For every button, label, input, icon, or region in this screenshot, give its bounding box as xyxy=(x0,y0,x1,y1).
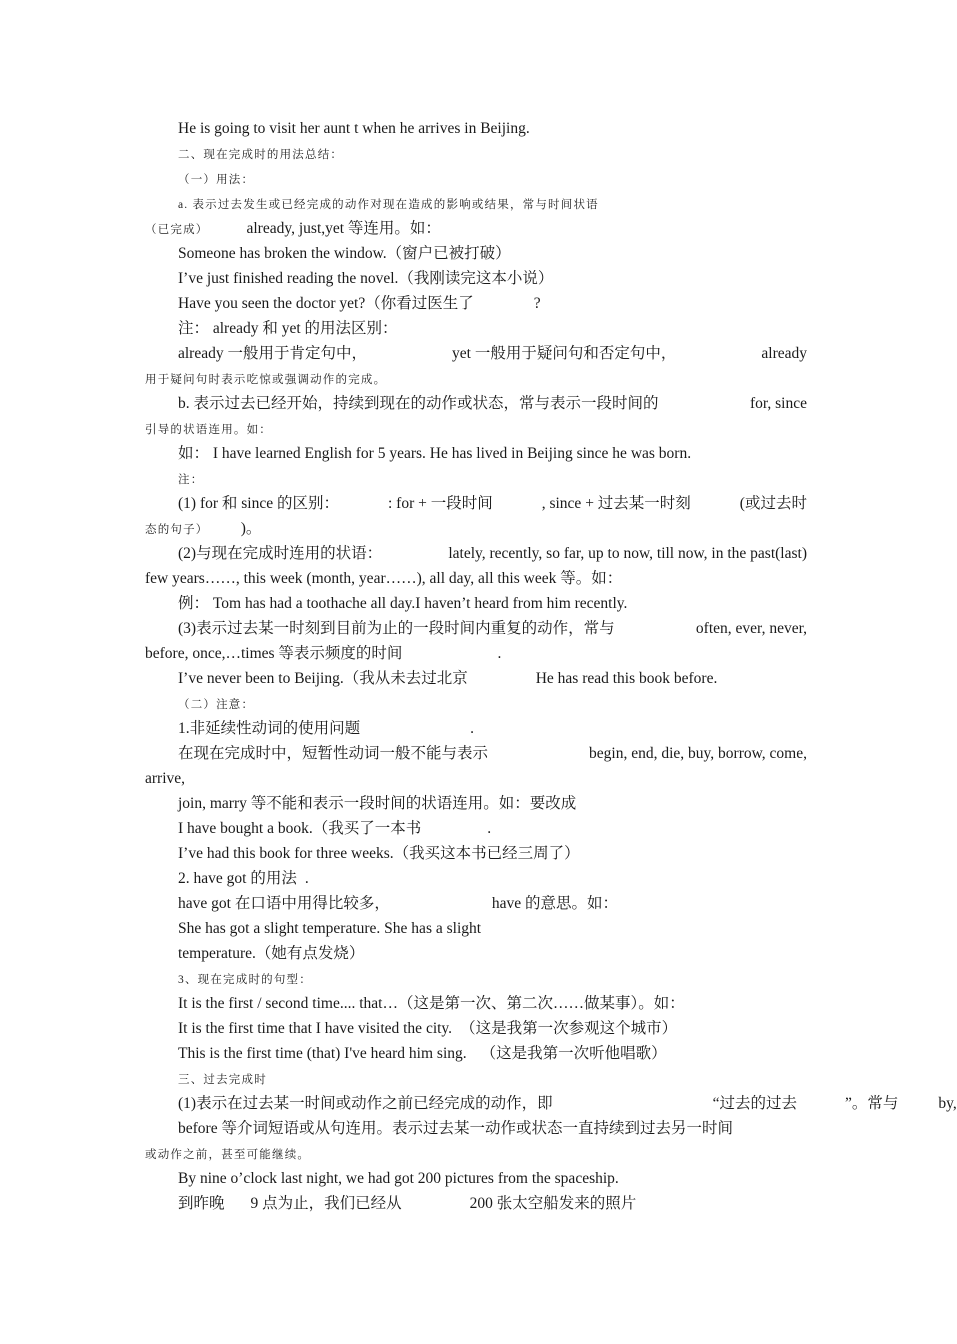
example-line: I’ve just finished reading the novel.（我刚读完这本小说） xyxy=(178,270,554,287)
text-line: (1)表示在过去某一时间或动作之前已经完成的动作，即 “过去的过去 ”。常与 by, xyxy=(178,1095,957,1112)
example-line: Someone has broken the window.（窗户已被打破） xyxy=(178,245,511,262)
text-line: 用于疑问句时表示吃惊或强调动作的完成。 xyxy=(145,374,387,386)
text-line: 2. have got 的用法 . xyxy=(178,870,309,887)
subsection-heading: 3、现在完成时的句型： xyxy=(178,974,312,986)
example-line: 如： I have learned English for 5 years. He has lived in Beijing since he was born. xyxy=(178,445,692,462)
text-line: a. 表示过去发生或已经完成的动作对现在造成的影响或结果，常与时间状语 xyxy=(178,199,599,211)
example-line: 到昨晚 9 点为止，我们已经从 200 张太空船发来的照片 xyxy=(178,1195,637,1212)
section-heading: 二、现在完成时的用法总结： xyxy=(178,149,344,161)
text-line: （已完成） already, just,yet 等连用。如： xyxy=(145,220,441,237)
text-line: before, once,…times 等表示频度的时间 . xyxy=(145,645,502,662)
text-line: 1.非延续性动词的使用问题 . xyxy=(178,720,475,737)
text-line: before 等介词短语或从句连用。表示过去某一动作或状态一直持续到过去另一时间 xyxy=(178,1120,733,1137)
text-line: join, marry 等不能和表示一段时间的状语连用。如：要改成 xyxy=(178,795,577,812)
example-line: It is the first time that I have visited the city. （这是我第一次参观这个城市） xyxy=(178,1020,678,1037)
example-line: It is the first / second time.... that…（这是第一次、第二次……做某事）。如： xyxy=(178,995,685,1012)
subsection-heading: （二）注意： xyxy=(178,699,255,711)
text-line: 在现在完成时中，短暂性动词一般不能与表示 begin, end, die, buy, borrow, come, xyxy=(178,745,807,762)
example-line: I’ve never been to Beijing.（我从未去过北京 He has read this book before. xyxy=(178,670,718,687)
text-line: (2)与现在完成时连用的状语： lately, recently, so far, up to now, till now, in the past(last) xyxy=(178,545,807,562)
example-line: 例： Tom has had a toothache all day.I haven’t heard from him recently. xyxy=(178,595,628,612)
note-line: 注： already 和 yet 的用法区别： xyxy=(178,320,398,337)
text-line: arrive, xyxy=(145,770,186,787)
text-line: few years……, this week (month, year……), all day, all this week 等。如： xyxy=(145,570,623,587)
text-line: have got 在口语中用得比较多， have 的意思。如： xyxy=(178,895,618,912)
note-label: 注： xyxy=(178,474,204,486)
example-line: I’ve had this book for three weeks.（我买这本书已经三周了） xyxy=(178,845,580,862)
example-line: This is the first time (that) I've heard him sing. （这是我第一次听他唱歌） xyxy=(178,1045,667,1062)
subsection-heading: （一）用法： xyxy=(178,174,255,186)
example-line: I have bought a book.（我买了一本书 . xyxy=(178,820,492,837)
text-line: 引导的状语连用。如： xyxy=(145,424,272,436)
text-line: (3)表示过去某一时刻到目前为止的一段时间内重复的动作，常与 often, ever, never, xyxy=(178,620,807,637)
text-line: already 一般用于肯定句中， yet 一般用于疑问句和否定句中， already xyxy=(178,345,807,362)
text-line: b. 表示过去已经开始，持续到现在的动作或状态，常与表示一段时间的 for, since xyxy=(178,395,807,412)
text-line: He is going to visit her aunt t when he arrives in Beijing. xyxy=(178,120,530,137)
section-heading: 三、过去完成时 xyxy=(178,1074,267,1086)
text-line: 态的句子） )。 xyxy=(145,520,262,537)
text-line: (1) for 和 since 的区别： : for + 一段时间 , since + 过去某一时刻 (或过去时 xyxy=(178,495,807,512)
example-line: temperature.（她有点发烧） xyxy=(178,945,365,962)
text-line: 或动作之前，甚至可能继续。 xyxy=(145,1149,311,1161)
example-line: Have you seen the doctor yet?（你看过医生了 ? xyxy=(178,295,541,312)
example-line: By nine o’clock last night, we had got 200 pictures from the spaceship. xyxy=(178,1170,619,1187)
example-line: She has got a slight temperature. She has a slight xyxy=(178,920,482,937)
